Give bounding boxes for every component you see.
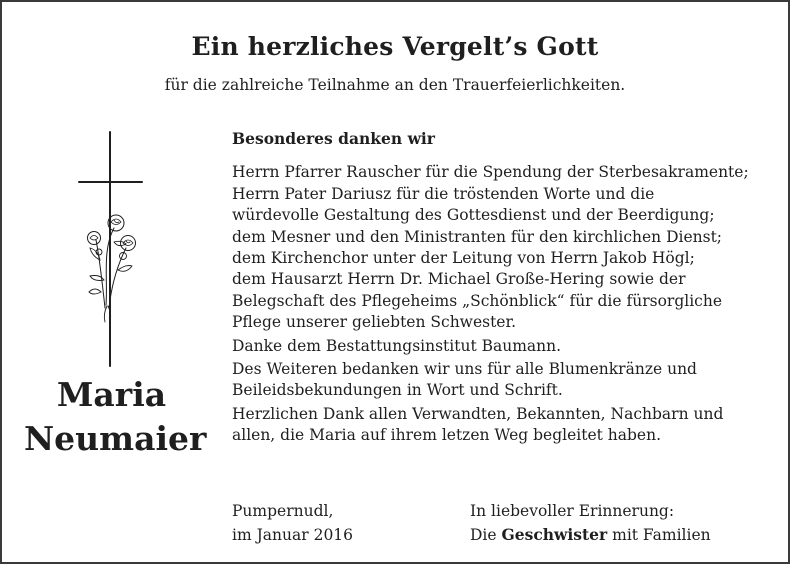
thanks-paragraph — [232, 162, 780, 333]
text-line: dem Mesner und den Ministranten für den kirchlichen Dienst; — [232, 227, 723, 246]
text-line: würdevolle Gestaltung des Gottesdienst und der Beerdigung; — [232, 206, 715, 225]
text-line: Herrn Pfarrer Rauscher für die Spendung der Sterbesakramente; — [232, 163, 749, 182]
signature-family: Geschwister — [501, 525, 608, 544]
thanks-paragraph — [232, 359, 780, 402]
deceased-last-name: Neumaier — [24, 419, 207, 458]
thanks-paragraph — [232, 404, 780, 447]
text-line: Herrn Pater Dariusz für die tröstenden Worte und die — [232, 184, 655, 203]
signature-line — [470, 523, 711, 547]
text-line: Herzlichen Dank allen Verwandten, Bekannten, Nachbarn und — [232, 404, 724, 423]
thanks-text — [232, 128, 780, 449]
signature-prefix: Die — [470, 526, 497, 544]
thanks-paragraph — [232, 336, 780, 357]
signature-block — [470, 499, 711, 547]
text-line: Des Weiteren bedanken wir uns für alle Blumenkränze und — [232, 360, 697, 379]
text-line: Belegschaft des Pflegeheims „Schönblick“ für die fürsorgliche — [232, 291, 722, 310]
page-title: Ein herzliches Vergelt’s Gott — [191, 32, 599, 61]
text-line: dem Kirchenchor unter der Leitung von Herrn Jakob Högl; — [232, 249, 695, 268]
place-date — [232, 499, 353, 547]
date: im Januar 2016 — [232, 526, 354, 544]
text-line: Danke dem Bestattungsinstitut Baumann. — [232, 336, 562, 355]
signature-suffix: mit Familien — [612, 526, 711, 544]
text-line: Beileidsbekundungen in Wort und Schrift. — [232, 381, 563, 400]
text-line: Pflege unserer geliebten Schwester. — [232, 313, 517, 332]
thanks-heading: Besonderes danken wir — [232, 129, 435, 148]
place: Pumpernudl, — [232, 502, 334, 520]
cross-with-roses-icon — [76, 130, 146, 370]
text-line: allen, die Maria auf ihrem letzen Weg begleitet haben. — [232, 426, 662, 445]
deceased-first-name: Maria — [56, 375, 167, 414]
page-subtitle: für die zahlreiche Teilnahme an den Trauerfeierlichkeiten. — [164, 76, 626, 94]
closing-line: In liebevoller Erinnerung: — [470, 502, 675, 520]
text-line: dem Hausarzt Herrn Dr. Michael Große-Hering sowie der — [232, 270, 686, 289]
